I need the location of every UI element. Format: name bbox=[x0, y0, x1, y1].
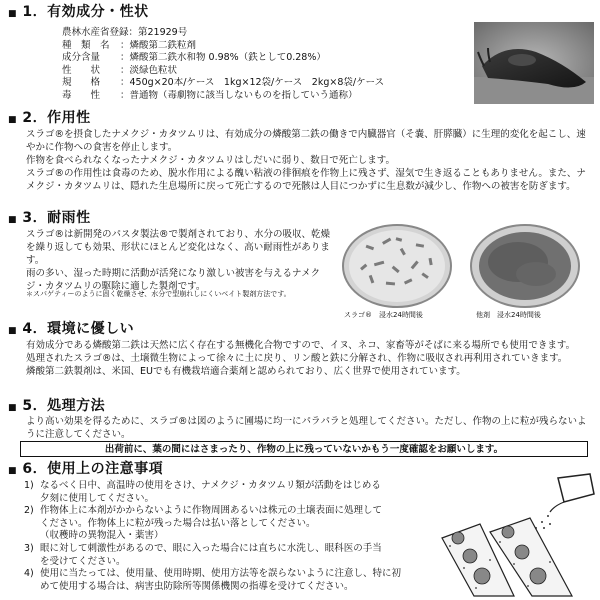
spreading-illustration bbox=[440, 472, 596, 598]
section-4-body: 有効成分である燐酸第二鉄は天然に広く存在する無機化合物ですので、イヌ、ネコ、家畜等がそばに来る場所でも使用できます。 処理されたスラゴ®は、土壌微生物によって徐々に土に戻り、リン酸と鉄に分解され、作物に吸収され再利用されていきます。 燐酸第二鉄製剤は、米国、EUでも有機栽培適合薬剤と認められており、広く世界で使用されています。 bbox=[26, 340, 576, 377]
spec-row: 農林水産省登録：第21929号 bbox=[62, 27, 188, 38]
spec-row: 種 類 名 ：燐酸第二鉄粒剤 bbox=[62, 39, 197, 51]
section-3-title: ■ 3．耐雨性 bbox=[8, 210, 91, 226]
pasta-method-note: ＊スパゲティーのように固く乾燥させ、水分で型崩れしにくいベイト製剤方法です。 bbox=[26, 290, 291, 298]
spec-table bbox=[62, 27, 468, 103]
section-5-title: ■ 5．処理方法 bbox=[8, 398, 106, 414]
notice-box: 出荷前に、葉の間にはさまったり、作物の上に残っていないかもう一度確認をお願いします。 bbox=[20, 441, 588, 457]
section-3-body: スラゴ®は新開発のパスタ製法®で製剤されており、水分の吸収、乾燥を繰り返しても効果、形状にほとんど変化はなく、高い耐雨性があります。 雨の多い、湿った時期に活動が活発になり激しい被害を与えるナメクジ・カタツムリの駆除に適した製剤です。 bbox=[26, 229, 331, 292]
section-6-title: ■ 6．使用上の注意事項 bbox=[8, 461, 164, 477]
cautions-list bbox=[24, 480, 438, 593]
caption-other: 他剤 浸水24時間後 bbox=[476, 311, 541, 319]
list-item: 2) 作物体上に本剤がかからないように作物周囲あるいは株元の土壌表面に処理して ください。作物体上に粒が残った場合は払い落としてください。 （収穫時の異物混入・薬害） bbox=[24, 505, 383, 542]
section-1-title: ■ 1．有効成分・性状 bbox=[8, 4, 149, 20]
slug-photo bbox=[474, 22, 594, 104]
spec-row: 毒 性 ：普通物（毒劇物に該当しないものを指していう通称） bbox=[62, 89, 358, 101]
caption-slugo: スラゴ® 浸水24時間後 bbox=[344, 311, 423, 319]
petri-dish-slugo-photo bbox=[338, 222, 456, 310]
petri-dish-other-photo bbox=[466, 222, 584, 310]
section-2-body: スラゴ®を摂食したナメクジ・カタツムリは、有効成分の燐酸第二鉄の働きで内臓器官（そ嚢、肝膵臓）に生理的変化を起こし、速やかに作物への食害を停止します。 作物を食べられなくなったナメクジ・カタツムリはしだいに弱り、数日で死亡します。 スラゴ®の作用性は食毒のため、脱水作用による醜い粘液の徘徊痕を作物上に残さず、湿気で生き返ることもありません。また、ナメクジ・カタツムリは、隠れた生息場所に戻って死亡するので死骸は人目につかずに生息数が減少し、作物への被害を防ぎます。 bbox=[26, 129, 586, 192]
section-4-title: ■ 4．環境に優しい bbox=[8, 321, 135, 337]
spec-row: 成分含量 ：燐酸第二鉄水和物 0.98%（鉄として0.28%） bbox=[62, 52, 326, 64]
spec-row: 規 格 ：450g×20本/ケース 1kg×12袋/ケース 2kg×8袋/ケース bbox=[62, 77, 385, 89]
list-item: 3) 眼に対して刺激性があるので、眼に入った場合には直ちに水洗し、眼科医の手当 を受けてください。 bbox=[24, 542, 382, 567]
list-item: 4) 使用に当たっては、使用量、使用時期、使用方法等を誤らないように注意し、特に初 めて使用する場合は、病害虫防除所等関係機関の指導を受けてください。 bbox=[24, 568, 402, 592]
section-5-body: より高い効果を得るために、スラゴ®は図のように圃場に均一にパラパラと処理してください。ただし、作物の上に粒が残らないように注意してください。 bbox=[26, 416, 587, 440]
section-2-title: ■ 2．作用性 bbox=[8, 110, 91, 126]
list-item: 1) なるべく日中、高温時の使用をさけ、ナメクジ・カタツムリ類が活動をはじめる 夕刻に使用してください。 bbox=[24, 480, 381, 504]
spec-row: 性 状 ：淡緑色粒状 bbox=[62, 64, 178, 76]
